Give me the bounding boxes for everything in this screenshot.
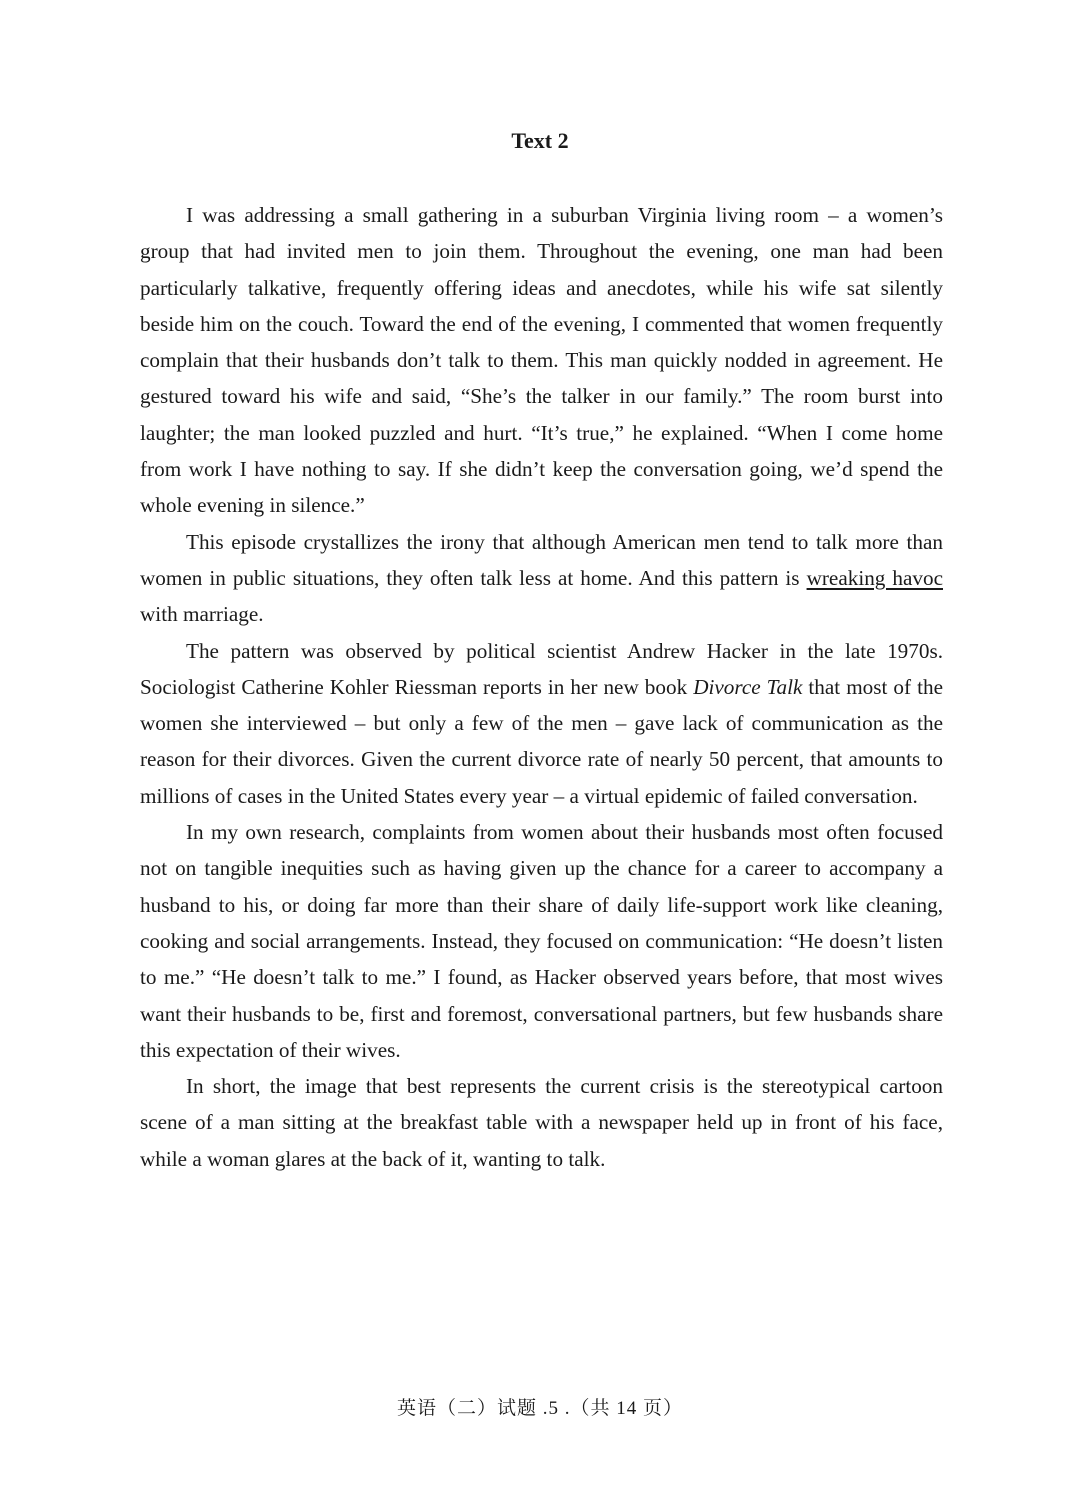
paragraph-2 bbox=[140, 524, 943, 633]
paragraph-2-text-before: This episode crystallizes the irony that although American men tend to talk more than women in public situations, they often talk less at home. And this pattern is bbox=[140, 529, 943, 590]
paragraph-5: In short, the image that best represents the current crisis is the stereotypical cartoon scene of a man sitting at the breakfast table with a newspaper held up in front of his face, while a woman glares at the back of it, wanting to talk. bbox=[140, 1074, 943, 1171]
page-footer: 英语（二）试题 .5 .（共 14 页） bbox=[396, 1398, 683, 1419]
paragraph-3-text-before: The pattern was observed by political scientist Andrew Hacker in the late 1970s. Sociologist Catherine Kohler Riessman reports in her new book bbox=[140, 638, 943, 699]
page-title: Text 2 bbox=[511, 128, 569, 153]
paragraph-2-text-after: with marriage. bbox=[140, 602, 264, 627]
paragraph-4: In my own research, complaints from women about their husbands most often focused not on tangible inequities such as having given up the chance for a career to accompany a husband to his, or doing far more than their share of daily life-support work like cleaning, cooking and social arrangements. Instead, they focused on communication: “He doesn’t listen to me.” “He doesn’t talk to me.” I found, as Hacker observed years before, that most wives want their husbands to be, first and foremost, conversational partners, but few husbands share this expectation of their wives. bbox=[140, 820, 943, 1062]
underlined-phrase: wreaking havoc bbox=[806, 565, 943, 590]
passage-body bbox=[140, 197, 943, 1177]
paragraph-3 bbox=[140, 633, 943, 814]
book-title: Divorce Talk bbox=[693, 674, 803, 699]
paragraph-3-text-after: that most of the women she interviewed – but only a few of the men – gave lack of communication as the reason for their divorces. Given the current divorce rate of nearly 50 percent, that amounts to millions of cases in the United States every year – a virtual epidemic of failed conversation. bbox=[140, 674, 943, 808]
paragraph-1: I was addressing a small gathering in a suburban Virginia living room – a women’s group that had invited men to join them. Throughout the evening, one man had been particularly talkative, frequently offering ideas and anecdotes, while his wife sat silently beside him on the couch. Toward the end of the evening, I commented that women frequently complain that their husbands don’t talk to them. This man quickly nodded in agreement. He gestured toward his wife and said, “She’s the talker in our family.” The room burst into laughter; the man looked puzzled and hurt. “It’s true,” he explained. “When I come home from work I have nothing to say. If she didn’t keep the conversation going, we’d spend the whole evening in silence.” bbox=[140, 203, 943, 518]
